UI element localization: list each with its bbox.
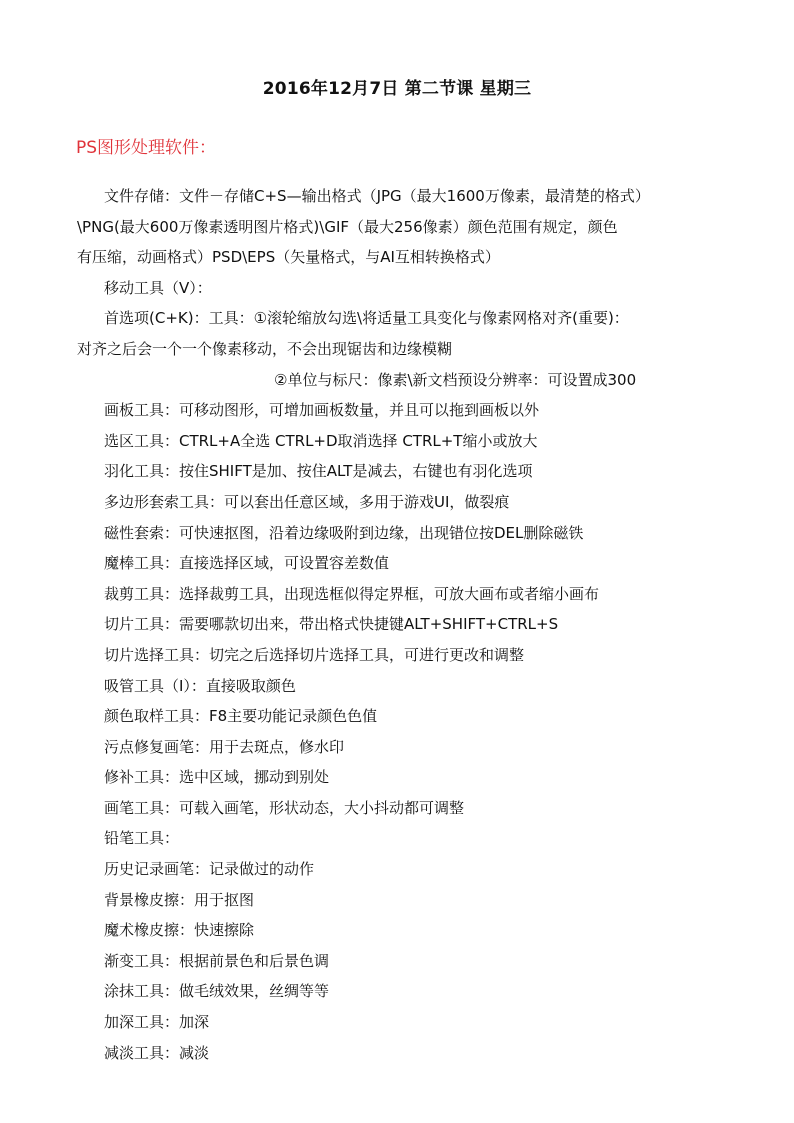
text-line: 魔棒工具：直接选择区域，可设置容差数值 — [104, 554, 390, 573]
text-line: 有压缩，动画格式）PSD\EPS（矢量格式，与AI互相转换格式） — [77, 248, 500, 267]
text-line: 减淡工具：减淡 — [104, 1043, 210, 1062]
text-line: 魔术橡皮擦：快速擦除 — [104, 921, 255, 940]
text-line: 首选项(C+K)：工具：①滚轮缩放勾选\将适量工具变化与像素网格对齐(重要)： — [104, 309, 629, 328]
text-line: 选区工具：CTRL+A全选 CTRL+D取消选择 CTRL+T缩小或放大 — [104, 431, 538, 450]
text-line: 铅笔工具： — [104, 829, 180, 848]
text-line: 多边形套索工具：可以套出任意区域，多用于游戏UI，做裂痕 — [104, 492, 510, 511]
text-line: 移动工具（V）： — [104, 278, 212, 297]
text-line: 裁剪工具：选择裁剪工具，出现选框似得定界框，可放大画布或者缩小画布 — [104, 584, 600, 603]
text-line: 加深工具：加深 — [104, 1013, 210, 1032]
text-line: \PNG(最大600万像素透明图片格式)\GIF（最大256像素）颜色范围有规定，颜色 — [77, 217, 618, 236]
text-line: 画笔工具：可载入画笔，形状动态，大小抖动都可调整 — [104, 798, 465, 817]
text-line: ②单位与标尺：像素\新文档预设分辨率：可设置成300 — [274, 370, 637, 389]
text-line: 吸管工具（I）：直接吸取颜色 — [104, 676, 296, 695]
text-line: 画板工具：可移动图形，可增加画板数量，并且可以拖到画板以外 — [104, 401, 540, 420]
text-line: 文件存储：文件－存储C+S—输出格式（JPG（最大1600万像素，最清楚的格式） — [104, 187, 650, 205]
text-line: 历史记录画笔：记录做过的动作 — [104, 860, 315, 879]
text-line: 修补工具：选中区域，挪动到别处 — [104, 768, 330, 787]
text-line: 切片选择工具：切完之后选择切片选择工具，可进行更改和调整 — [104, 645, 525, 664]
text-line: 羽化工具：按住SHIFT是加、按住ALT是减去，右键也有羽化选项 — [104, 462, 533, 481]
text-line: 对齐之后会一个一个像素移动，不会出现锯齿和边缘模糊 — [77, 339, 453, 358]
text-line: 切片工具：需要哪款切出来，带出格式快捷键ALT+SHIFT+CTRL+S — [104, 615, 559, 634]
document-body — [77, 181, 727, 1068]
text-line: 渐变工具：根据前景色和后景色调 — [104, 951, 330, 970]
text-line: 涂抹工具：做毛绒效果，丝绸等等 — [104, 982, 330, 1001]
text-line: 污点修复画笔：用于去斑点，修水印 — [104, 737, 345, 756]
page-title: 2016年12月7日 第二节课 星期三 — [262, 79, 532, 99]
text-line: 背景橡皮擦：用于抠图 — [104, 890, 255, 909]
section-heading: PS图形处理软件： — [76, 138, 217, 158]
text-line: 颜色取样工具：F8主要功能记录颜色色值 — [104, 707, 378, 726]
text-line: 磁性套索：可快速抠图，沿着边缘吸附到边缘，出现错位按DEL删除磁铁 — [104, 523, 584, 542]
